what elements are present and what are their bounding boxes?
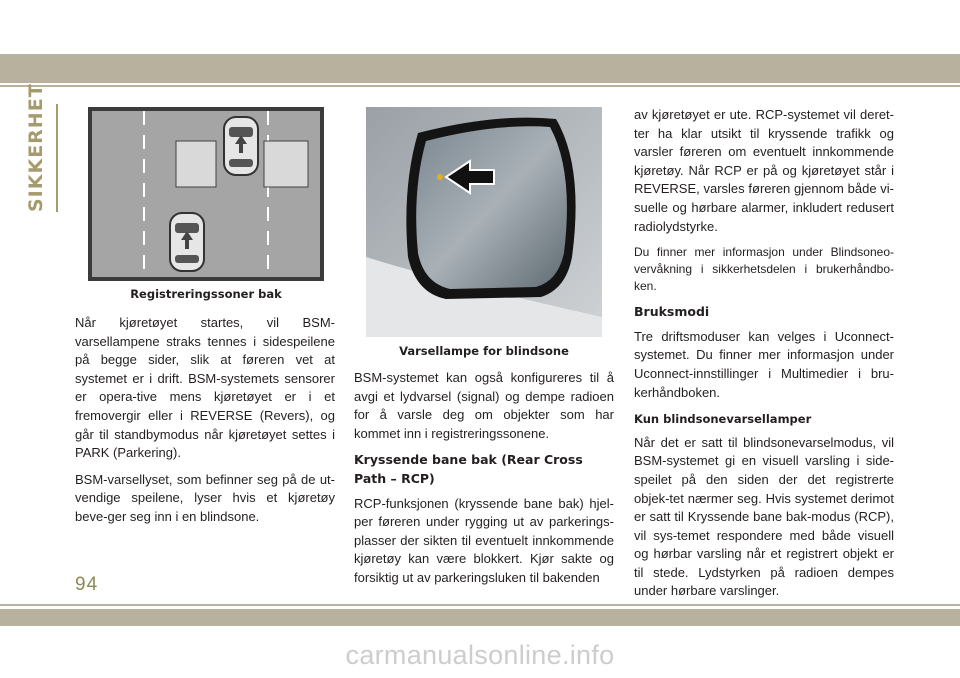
page-number: 94 <box>75 574 99 595</box>
watermark-text: carmanualsonline.info <box>345 640 615 670</box>
header-rule <box>0 85 960 87</box>
text-column-3 <box>634 106 894 609</box>
detection-zones-figure <box>88 107 324 281</box>
car-top-view-icon <box>170 213 204 271</box>
section-rule <box>56 104 58 212</box>
figure-caption: Registreringssoner bak <box>130 287 282 301</box>
figure-caption: Varsellampe for blindsone <box>399 344 569 358</box>
header-band <box>0 54 960 83</box>
paragraph: RCP-funksjonen (kryssende bane bak) hjel-per føreren under rygging ut av parkerings-plasser der sikten til eventuelt innkommende kjøretøy kan være blokkert. Kjør sakte og forsiktig ut av parkeringsluken til bakenden <box>354 495 614 585</box>
text-column-2 <box>354 369 614 596</box>
footer-band <box>0 609 960 626</box>
section-heading: Bruksmodi <box>634 304 710 320</box>
mirror-warning-figure <box>366 107 602 337</box>
paragraph: BSM-systemet kan også konfigureres til å avgi et lydvarsel (signal) og dempe radioen for å varsle deg om objekter som har kommet inn i registreringssonene. <box>354 370 614 441</box>
reference-note: Du finner mer informasjon under Blindsoneo-vervåkning i sikkerhetsdelen i brukerhåndbo-ken. <box>634 245 894 294</box>
car-top-view-icon <box>224 117 258 175</box>
section-heading: Kryssende bane bak (Rear Cross Path – RCP) <box>354 452 583 486</box>
subsection-heading: Kun blindsonevarsellamper <box>634 412 812 427</box>
paragraph: Når det er satt til blindsonevarselmodus, vil BSM-systemet gi en visuell varsling i side-speilet på den siden der det registrerte objek-tet nærmer seg. Hvis systemet derimot er satt til Kryssende bane bak-modus (RCP), vil sys-temet respondere med både visuell og hørbar varsling når et registrert objekt er til stede. Lydstyrken på radioen dempes under hørbare varslinger. <box>634 434 894 599</box>
paragraph: av kjøretøyet er ute. RCP-systemet vil deret-ter ha klar utsikt til kryssende trafikk og varsler føreren om eventuelt innkommende kjøretøy. Når RCP er på og kjøretøyet står i REVERSE, varsles føreren gjennom både vi-suelle og hørbare alarmer, inkludert redusert radiolydstyrke. <box>634 107 894 234</box>
footer-rule <box>0 604 960 606</box>
paragraph: Når kjøretøyet startes, vil BSM-varsellampene straks tennes i sidespeilene på begge sider, slik at føreren vet at systemet er i drift. BSM-systemets sensorer er opera-tive mens kjøretøyet er i et fremovergir eller i REVERSE (Revers), og går til standbymodus når kjøretøyet settes i PARK (Parkering). <box>75 315 335 461</box>
paragraph: Tre driftsmoduser kan velges i Uconnect-systemet. Du finner mer informasjon under Uconnect-innstillinger i Multimedier i bru-kerhåndboken. <box>634 328 894 400</box>
paragraph: BSM-varsellyset, som befinner seg på de ut-vendige speilene, lyser hvis et kjøretøy beve-ger seg inn i en blindsone. <box>75 471 335 524</box>
section-title: SIKKERHET <box>25 83 47 212</box>
text-column-1 <box>75 314 335 535</box>
